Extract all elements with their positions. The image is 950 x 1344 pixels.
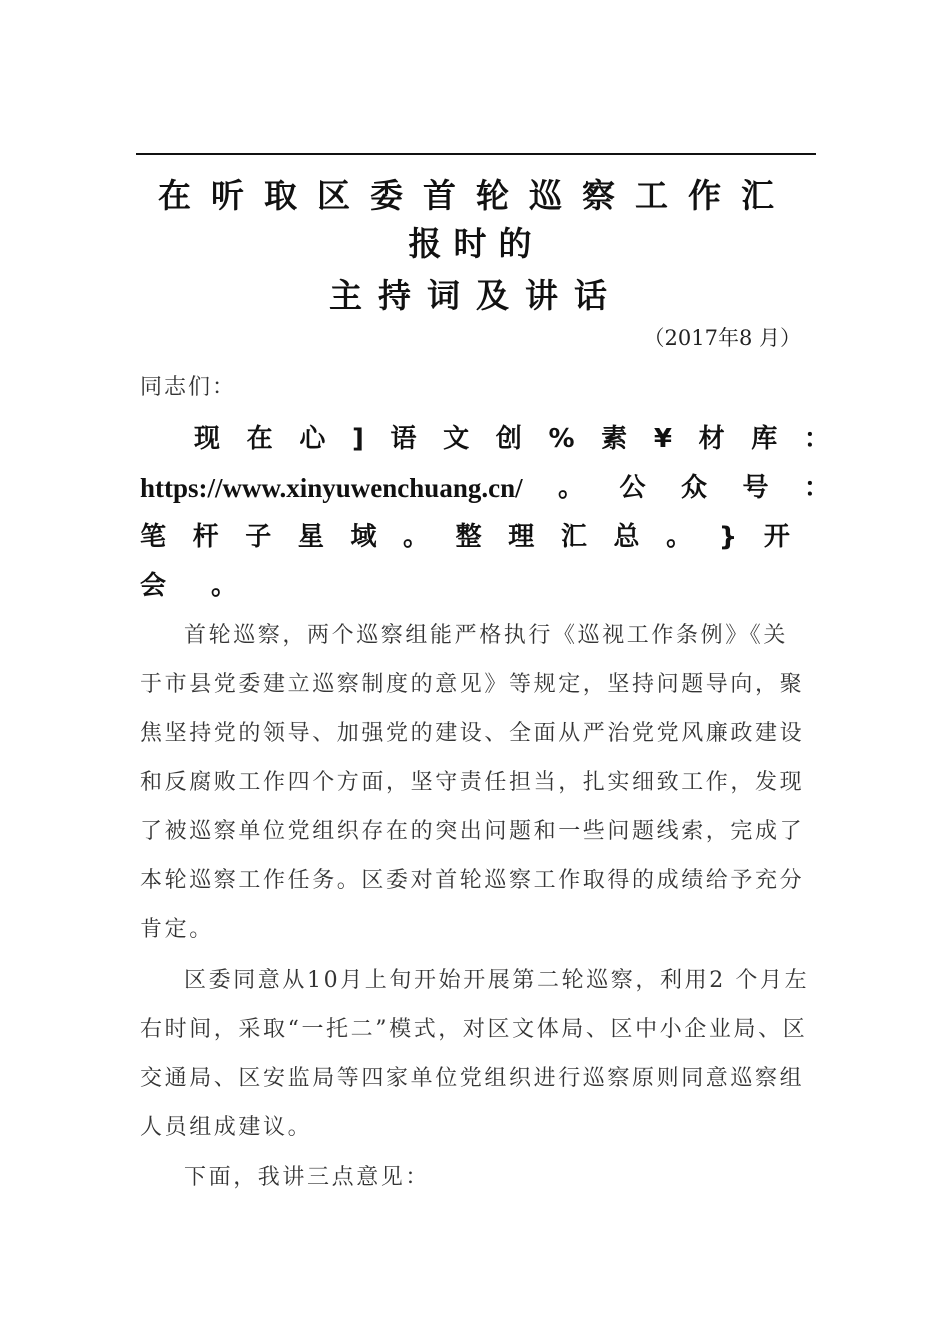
title-line-1: 在听取区委首轮巡察工作汇 xyxy=(158,176,794,215)
intro-char: 域 xyxy=(350,522,377,552)
intro-row-3 xyxy=(140,513,790,562)
salutation: 同志们： xyxy=(140,375,237,400)
intro-char: 开 xyxy=(763,522,790,552)
intro-char: 在 xyxy=(246,424,273,454)
intro-char: ¥ xyxy=(653,424,672,454)
intro-char: 材 xyxy=(698,424,725,454)
intro-char: 众 xyxy=(680,473,707,503)
intro-char: % xyxy=(548,424,575,454)
intro-row-1 xyxy=(140,415,830,464)
title-line-2: 报时的 xyxy=(408,224,544,263)
intro-char: 公 xyxy=(619,473,646,503)
website-url: https://www.xinyuwenchuang.cn/ xyxy=(140,473,523,503)
paragraph-2 xyxy=(140,956,812,1152)
intro-char: 杆 xyxy=(192,522,219,552)
intro-char: 文 xyxy=(443,424,470,454)
intro-char: 创 xyxy=(495,424,522,454)
intro-row-4: 会 。 xyxy=(140,571,256,601)
intro-char: 心 xyxy=(299,424,326,454)
intro-char: 汇 xyxy=(560,522,587,552)
paragraph-3 xyxy=(140,1153,812,1202)
title-line-3: 主持词及讲话 xyxy=(329,276,623,315)
intro-char: ] xyxy=(351,424,364,454)
intro-char: 。 xyxy=(403,522,430,552)
date-line: （2017年8 月） xyxy=(643,326,801,350)
paragraph-text: 区委同意从10月上旬开始开展第二轮巡察，利用2 个月左右时间，采取“一托二”模式，对区文体局、区中小企业局、区交通局、区安监局等四家单位党组织进行巡察原则同意巡察组人员组成建议。 xyxy=(140,968,810,1140)
intro-char: 语 xyxy=(390,424,417,454)
intro-char: ： xyxy=(803,473,830,503)
intro-char: 总 xyxy=(613,522,640,552)
paragraph-1 xyxy=(140,611,812,954)
intro-char: 现 xyxy=(194,424,221,454)
intro-row-2 xyxy=(140,464,830,513)
intro-char: 素 xyxy=(601,424,628,454)
intro-char: ： xyxy=(803,424,830,454)
intro-char: 。 xyxy=(666,522,693,552)
intro-char: 库 xyxy=(751,424,778,454)
intro-notice xyxy=(140,415,830,611)
intro-char: 笔 xyxy=(140,522,167,552)
intro-char: } xyxy=(718,522,738,552)
intro-char: 星 xyxy=(297,522,324,552)
intro-char: 理 xyxy=(508,522,535,552)
intro-char: 整 xyxy=(455,522,482,552)
intro-char: 号 xyxy=(742,473,769,503)
intro-char: 子 xyxy=(245,522,272,552)
header-rule xyxy=(136,153,816,155)
intro-char: 。 xyxy=(558,473,585,503)
paragraph-text: 首轮巡察，两个巡察组能严格执行《巡视工作条例》《关于市县党委建立巡察制度的意见》等规定，坚持问题导向，聚焦坚持党的领导、加强党的建设、全面从严治党党风廉政建设和反腐败工作四个方面，坚守责任担当，扎实细致工作，发现了被巡察单位党组织存在的突出问题和一些问题线索，完成了本轮巡察工作任务。区委对首轮巡察工作取得的成绩给予充分肯定。 xyxy=(140,623,805,942)
paragraph-text: 下面，我讲三点意见： xyxy=(184,1165,431,1190)
